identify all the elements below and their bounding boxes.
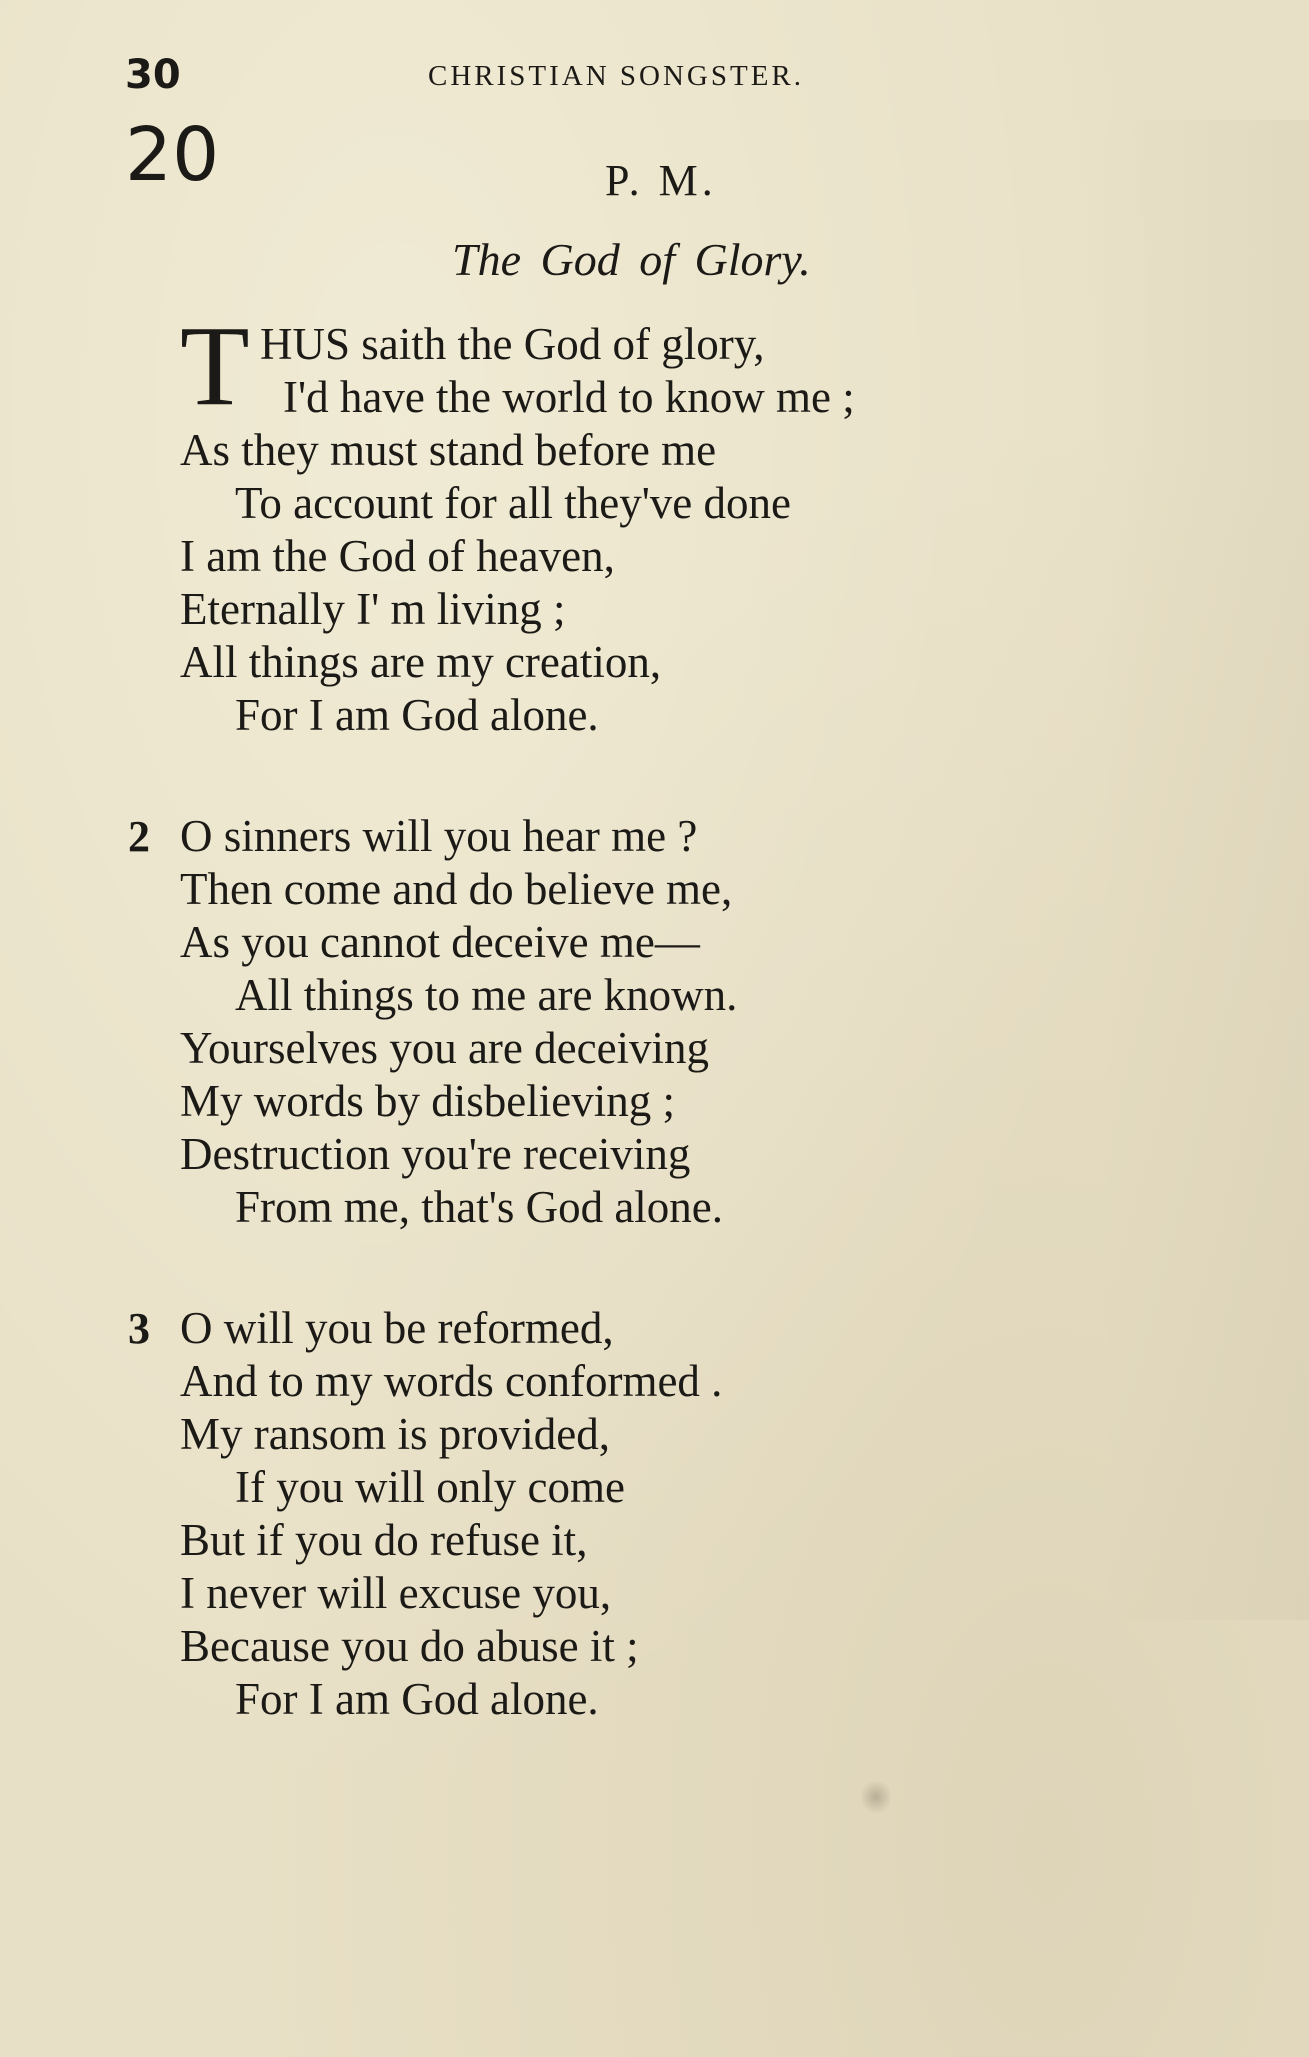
stanza-line: Because you do abuse it ; — [180, 1621, 639, 1671]
stanza-number: 2 — [128, 812, 150, 861]
stanza-line: If you will only come — [235, 1462, 625, 1512]
stanza-line: My ransom is provided, — [180, 1409, 610, 1459]
drop-cap: T — [180, 302, 250, 429]
stanza-line: O sinners will you hear me ? — [180, 811, 698, 861]
running-title: CHRISTIAN SONGSTER. — [428, 60, 805, 92]
stanza-line: All things are my creation, — [180, 637, 662, 687]
stanza-line: For I am God alone. — [235, 690, 599, 740]
stanza-line: From me, that's God alone. — [235, 1182, 724, 1232]
hymn-title: The God of Glory. — [452, 234, 811, 285]
stanza-line: For I am God alone. — [235, 1674, 599, 1724]
stanza-line: Eternally I' m living ; — [180, 584, 566, 634]
stanza-line: Yourselves you are deceiving — [180, 1023, 710, 1073]
hymn-number: 20 — [125, 112, 220, 198]
stanza-line: My words by disbelieving ; — [180, 1076, 675, 1126]
ink-smudge — [862, 1778, 890, 1816]
stanza-line: All things to me are known. — [235, 970, 738, 1020]
stanza-line: I'd have the world to know me ; — [283, 372, 855, 422]
stanza-line: But if you do refuse it, — [180, 1515, 588, 1565]
stanza-line: I am the God of heaven, — [180, 531, 615, 581]
hymn-meter: P. M. — [605, 156, 717, 205]
stanza-line: To account for all they've done — [235, 478, 791, 528]
stanza-line: O will you be reformed, — [180, 1303, 614, 1353]
bleed-through-shadow — [1099, 120, 1309, 1620]
stanza-line: HUS saith the God of glory, — [260, 319, 765, 369]
stanza-line: As you cannot deceive me— — [180, 917, 700, 967]
page-number: 30 — [125, 52, 181, 98]
stanza-line: And to my words conformed . — [180, 1356, 723, 1406]
stanza-line: As they must stand before me — [180, 425, 717, 475]
stanza-line: I never will excuse you, — [180, 1568, 612, 1618]
stanza-number: 3 — [128, 1304, 150, 1353]
stanza-line: Then come and do believe me, — [180, 864, 733, 914]
running-head — [125, 52, 925, 102]
stanza-line: Destruction you're receiving — [180, 1129, 691, 1179]
